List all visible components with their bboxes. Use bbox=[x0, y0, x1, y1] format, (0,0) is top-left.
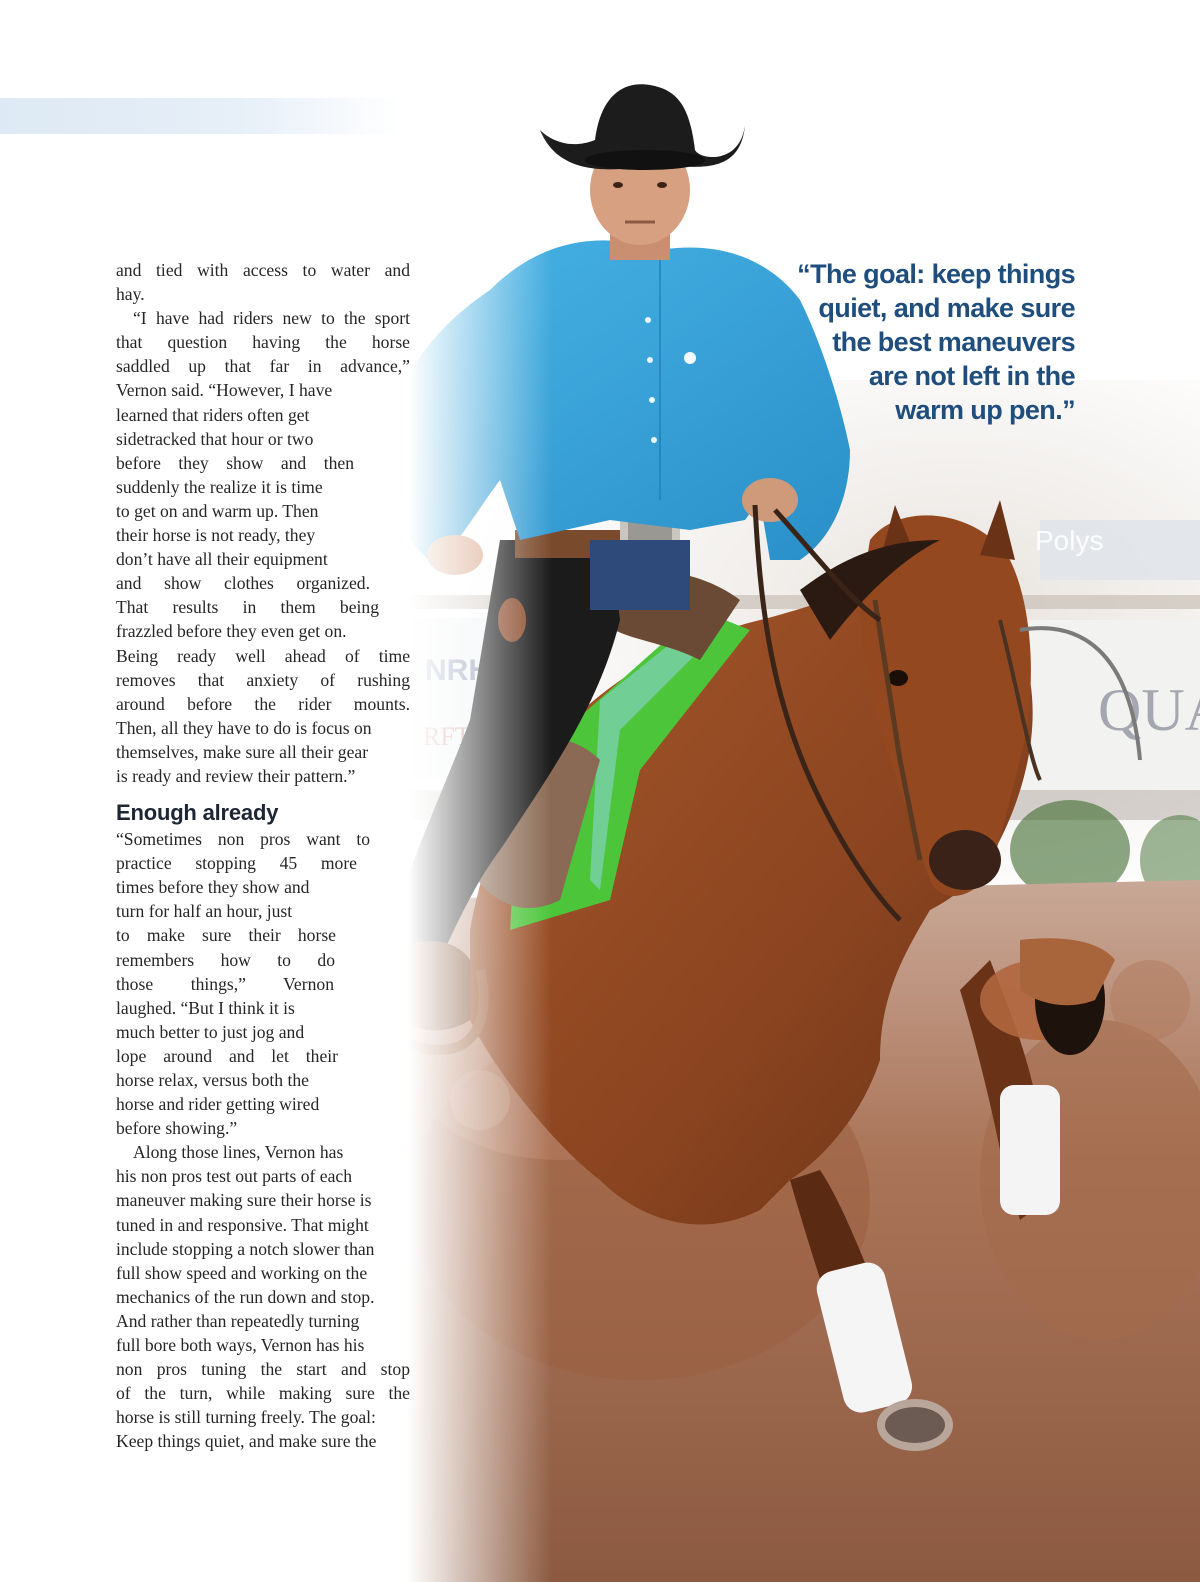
body-line: horse and rider getting wired bbox=[116, 1094, 320, 1115]
body-line: “Sometimes non pros want to bbox=[116, 829, 370, 850]
body-line: their horse is not ready, they bbox=[116, 525, 316, 546]
body-line: Then, all they have to do is focus on bbox=[116, 717, 372, 738]
body-line: Vernon said. “However, I have bbox=[116, 380, 333, 401]
body-line: don’t have all their equipment bbox=[116, 549, 328, 570]
pull-quote-line: “The goal: keep things bbox=[797, 259, 1075, 289]
body-line: sidetracked that hour or two bbox=[116, 428, 314, 449]
body-line: saddled up that far in advance,” bbox=[116, 356, 410, 377]
body-line: full show speed and working on the bbox=[116, 1262, 368, 1283]
body-line: those things,” Vernon bbox=[116, 973, 334, 994]
body-line: is ready and review their pattern.” bbox=[116, 765, 356, 786]
body-line: before showing.” bbox=[116, 1118, 238, 1139]
body-line: lope around and let their bbox=[116, 1045, 338, 1066]
pull-quote-line: quiet, and make sure bbox=[818, 293, 1075, 323]
body-line: horse relax, versus both the bbox=[116, 1070, 309, 1090]
body-line: And rather than repeatedly turning bbox=[116, 1310, 360, 1331]
body-line: suddenly the realize it is time bbox=[116, 476, 323, 497]
body-line: his non pros test out parts of each bbox=[116, 1166, 353, 1187]
body-line: themselves, make sure all their gear bbox=[116, 741, 369, 762]
body-line: much better to just jog and bbox=[116, 1021, 305, 1042]
body-line: include stopping a notch slower than bbox=[116, 1238, 375, 1259]
body-line: tuned in and responsive. That might bbox=[116, 1214, 369, 1235]
body-line: and show clothes organized. bbox=[116, 573, 370, 594]
body-line: and tied with access to water and bbox=[116, 260, 410, 280]
body-line: hay. bbox=[116, 284, 145, 305]
body-line: that question having the horse bbox=[116, 332, 410, 353]
pull-quote-line: warm up pen.” bbox=[895, 395, 1075, 425]
body-line: to make sure their horse bbox=[116, 925, 336, 946]
body-line: full bore both ways, Vernon has his bbox=[116, 1335, 365, 1356]
header-color-band bbox=[0, 98, 400, 134]
body-line: Along those lines, Vernon has bbox=[133, 1142, 344, 1163]
body-line: times before they show and bbox=[116, 877, 310, 898]
body-line: before they show and then bbox=[116, 452, 354, 473]
pull-quote bbox=[745, 257, 1075, 427]
body-line: non pros tuning the start and stop bbox=[116, 1359, 410, 1380]
body-line: practice stopping 45 more bbox=[116, 853, 357, 874]
article-column bbox=[116, 258, 410, 1454]
body-line: mechanics of the run down and stop. bbox=[116, 1286, 375, 1307]
body-line: remembers how to do bbox=[116, 949, 335, 970]
body-line: maneuver making sure their horse is bbox=[116, 1190, 372, 1211]
body-line: removes that anxiety of rushing bbox=[116, 669, 410, 690]
body-line: turn for half an hour, just bbox=[116, 901, 293, 922]
body-line: to get on and warm up. Then bbox=[116, 500, 319, 521]
pull-quote-line: the best maneuvers bbox=[832, 327, 1075, 357]
body-line: of the turn, while making sure the bbox=[116, 1383, 410, 1404]
body-line: That results in them being bbox=[116, 597, 379, 618]
pull-quote-line: are not left in the bbox=[868, 361, 1075, 391]
body-line: Keep things quiet, and make sure the bbox=[116, 1431, 377, 1452]
section-subhead: Enough already bbox=[116, 800, 279, 826]
body-line: frazzled before they even get on. bbox=[116, 621, 347, 642]
body-line: horse is still turning freely. The goal: bbox=[116, 1407, 376, 1428]
body-line: around before the rider mounts. bbox=[116, 693, 410, 714]
body-line: Being ready well ahead of time bbox=[116, 645, 410, 666]
body-line: learned that riders often get bbox=[116, 404, 310, 425]
body-line: laughed. “But I think it is bbox=[116, 997, 295, 1018]
body-line: “I have had riders new to the sport bbox=[133, 308, 410, 329]
